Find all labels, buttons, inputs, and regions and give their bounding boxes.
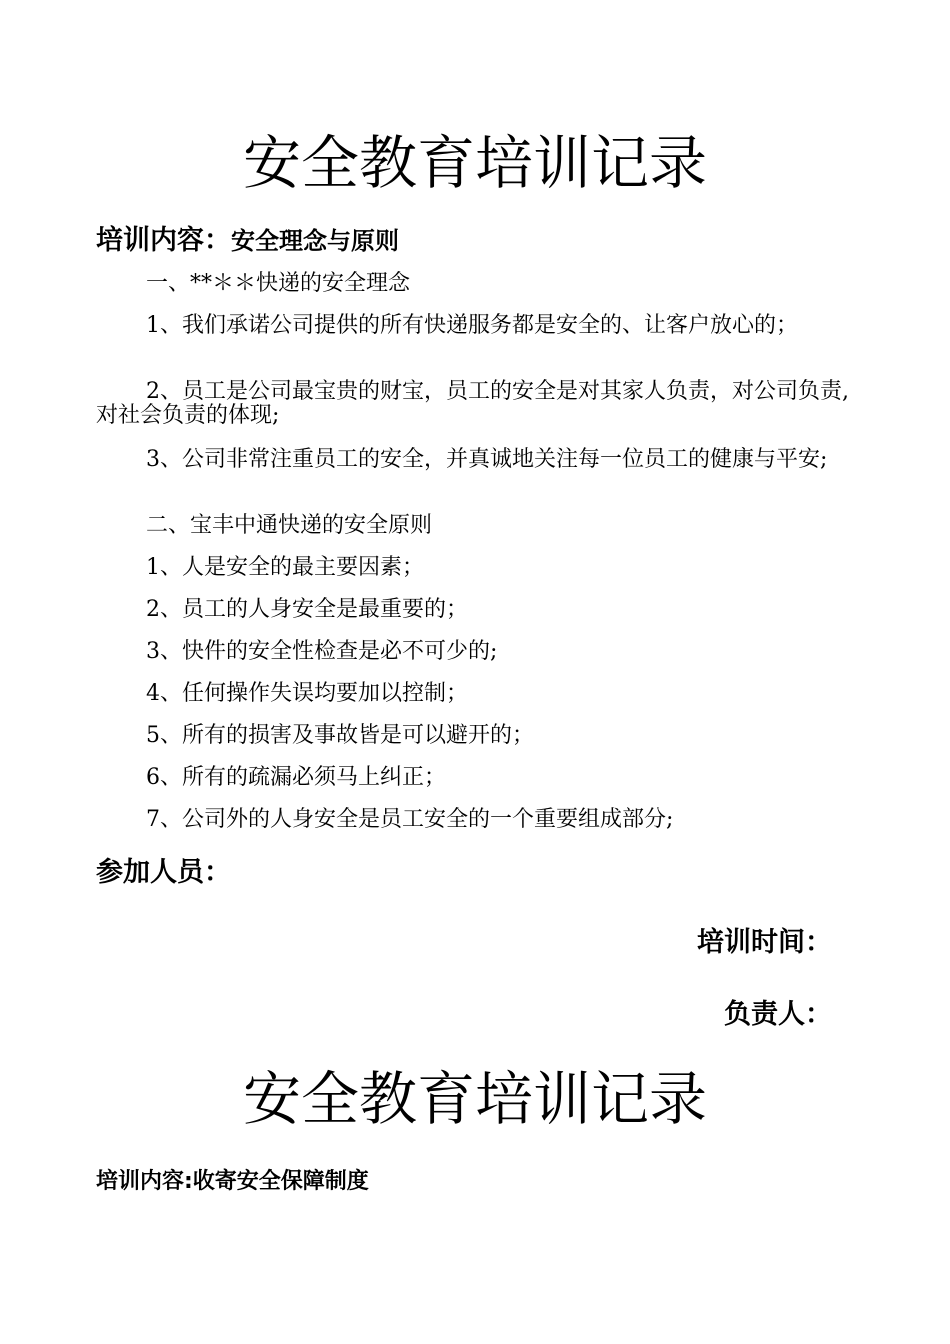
paragraph-11: 6、所有的疏漏必须马上纠正； bbox=[146, 765, 446, 790]
training-content-value: 安全理念与原则 bbox=[231, 227, 399, 255]
paragraph-8: 3、快件的安全性检查是必不可少的; bbox=[146, 639, 498, 664]
paragraph-4: 3、公司非常注重员工的安全，并真诚地关注每一位员工的健康与平安; bbox=[146, 447, 828, 472]
paragraph-7: 2、员工的人身安全是最重要的； bbox=[146, 597, 468, 622]
paragraph-12: 7、公司外的人身安全是员工安全的一个重要组成部分; bbox=[146, 807, 674, 832]
responsible-person-label: 负责人： bbox=[724, 999, 832, 1030]
training-content-label: 培训内容： bbox=[96, 225, 231, 256]
paragraph-1: 一、**＊＊快递的安全理念 bbox=[146, 271, 411, 296]
training-content-heading bbox=[96, 224, 399, 258]
paragraph-10: 5、所有的损害及事故皆是可以避开的； bbox=[146, 723, 534, 748]
training-content-heading-2: 培训内容:收寄安全保障制度 bbox=[96, 1169, 369, 1194]
record-title: 安全教育培训记录 bbox=[242, 129, 707, 197]
record-title-2: 安全教育培训记录 bbox=[242, 1065, 707, 1133]
paragraph-9: 4、任何操作失误均要加以控制； bbox=[146, 681, 468, 706]
paragraph-5: 二、宝丰中通快递的安全原则 bbox=[146, 513, 433, 538]
paragraph-6: 1、人是安全的最主要因素； bbox=[146, 555, 424, 580]
participants-label: 参加人员： bbox=[96, 857, 231, 888]
paragraph-3: 2、员工是公司最宝贵的财宝，员工的安全是对其家人负责，对公司负责,对社会负责的体现; bbox=[96, 379, 849, 428]
paragraph-2: 1、我们承诺公司提供的所有快递服务都是安全的、让客户放心的； bbox=[146, 313, 798, 338]
training-time-label: 培训时间： bbox=[697, 927, 832, 958]
